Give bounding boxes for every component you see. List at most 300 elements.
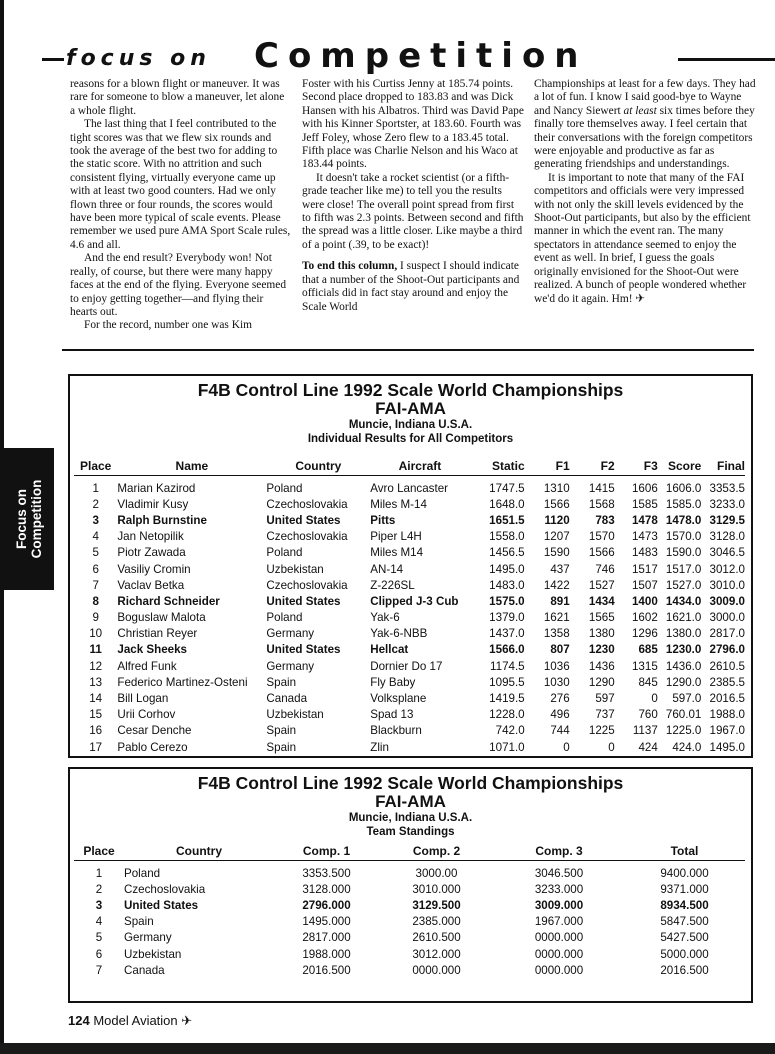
table-cell: 5000.000 [660,947,709,961]
table-cell: Spain [266,740,297,754]
table-cell: 3010.0 [709,578,745,592]
table-cell: 1225.0 [665,724,702,738]
table-cell: 1310 [543,481,570,495]
table-cell: 12 [89,659,103,673]
table-cell: 424 [638,740,658,754]
table-cell: 9 [92,611,99,625]
table-cell: Spain [266,675,297,689]
table-row [74,512,745,528]
table-cell: Vladimir Kusy [117,497,189,511]
paragraph-emphasis: at least [623,104,657,117]
table-cell: 3009.000 [534,898,584,912]
paragraph [534,172,756,306]
table-cell: 3046.5 [709,546,745,560]
table-cell: 1517.0 [665,562,702,576]
table-cell: 2016.5 [709,692,745,706]
table-cell: Blackburn [370,724,422,738]
table-row [74,707,745,723]
table-cell: 760 [638,708,658,722]
table-cell: 1570.0 [665,530,702,544]
table-cell: 3 [95,898,103,912]
column-header: F3 [615,456,658,476]
column-header: Country [124,841,274,861]
table-cell: Ralph Burnstine [117,513,207,527]
paragraph [302,260,524,314]
table-cell: United States [266,513,341,527]
table-subtitle: Individual Results for All Competitors [307,433,514,445]
table-cell: 737 [595,708,615,722]
table-cell: Z-226SL [370,578,415,592]
paragraph-text: I suspect I should indicate that a number of the Shoot-Out participants and officials did in fact stay around and enjoy the Scale World [302,260,520,313]
table-header-row [74,456,745,476]
table-cell: Cesar Denche [117,724,192,738]
table-location: Muncie, Indiana U.S.A. [348,812,473,824]
table-cell: 1380 [588,627,615,641]
table-cell: 1036 [543,659,570,673]
table-cell: Avro Lancaster [370,481,448,495]
page-bottom-bar [0,1043,775,1054]
page-footer [68,1013,192,1029]
individual-results-box [68,374,753,758]
table-cell: 1228.0 [489,708,525,722]
table-cell: 3010.000 [412,882,461,896]
paragraph: reasons for a blown flight or maneuver. It was rare for someone to blow a maneuver, let alone a whole flight. [70,78,285,117]
table-cell: 0 [651,692,658,706]
table-cell: 1434.0 [665,594,702,608]
table-cell: 2016.500 [302,963,351,977]
table-row [74,930,745,946]
table-cell: 1379.0 [489,611,525,625]
table-cell: 2385.000 [412,915,461,929]
table-cell: Jan Netopilik [117,530,184,544]
individual-results-table [74,456,745,755]
table-cell: 0000.000 [534,931,584,945]
column-header: Static [470,456,525,476]
table-cell: 0000.000 [412,963,461,977]
table-cell: 1230.0 [665,643,702,657]
table-row [74,881,745,897]
table-cell: Uzbekistan [124,947,182,961]
table-cell: 1207 [543,530,570,544]
table-cell: Spad 13 [370,708,414,722]
table-cell: Canada [266,692,308,706]
table-header-row [74,841,745,861]
table-cell: Germany [266,659,315,673]
table-cell: 1483.0 [489,578,525,592]
table-cell: 1585 [631,497,658,511]
header-rule-left [42,58,64,61]
column-header: Comp. 1 [274,841,379,861]
table-cell: 1095.5 [489,675,525,689]
paragraph-text: It is important to note that many of the FAI competitors and officials were very impressed with not only the skill levels evidenced by the Shoot-Out participants, but also by the efficient manner in which the event ran. The many spectators in attendance seemed to enjoy the event as well. In brief, I guess the goals originally envisioned for the Shoot-Out were realized. A bunch of people wondered whether we'd do it again. Hm! [534,171,751,305]
table-cell: 3353.5 [709,481,745,495]
table-cell: 1400 [631,594,658,608]
table-cell: Czechoslovakia [124,882,206,896]
header-rule-right [678,58,775,61]
section-divider [62,349,754,351]
table-cell: 1437.0 [489,627,525,641]
table-row [74,690,745,706]
table-cell: 1380.0 [665,627,702,641]
table-cell: 1566 [543,497,570,511]
table-row [74,610,745,626]
table-cell: 0000.000 [534,963,584,977]
paragraph: For the record, number one was Kim [84,319,252,332]
table-row [74,897,745,913]
table-cell: Vasiliy Cromin [117,562,191,576]
table-cell: 9400.000 [660,866,709,880]
table-cell: 1590.0 [665,546,702,560]
table-cell: AN-14 [370,562,404,576]
table-cell: United States [124,898,199,912]
table-cell: Miles M-14 [370,497,427,511]
table-cell: 3000.0 [709,611,745,625]
table-cell: Marian Kazirod [117,481,196,495]
table-cell: 1651.5 [489,513,525,527]
table-cell: Poland [266,481,303,495]
table-cell: 1517 [631,562,658,576]
table-cell: 3012.0 [709,562,745,576]
table-cell: 891 [550,594,570,608]
table-cell: 2 [95,882,103,896]
table-cell: Canada [124,963,165,977]
table-cell: 1590 [543,546,570,560]
table-cell: Piotr Zawada [117,546,186,560]
table-cell: Piper L4H [370,530,422,544]
paragraph: Foster with his Curtiss Jenny at 185.74 points. Second place dropped to 183.83 and was Dick Hansen with his Albatros. Third was David Pape with his Kinner Sportster, at 183.60. Fourth was Jeff Foley, whose Zero flew to a 183.45 total. Fifth place was Charlie Nelson and his Waco at 183.44 points. [302,78,524,171]
table-row [74,861,745,882]
table-cell: 3012.000 [412,947,461,961]
side-tab-line: Competition [29,479,44,559]
article-column-1 [70,78,292,333]
table-cell: Zlin [370,740,389,754]
table-cell: 3128.000 [302,882,351,896]
table-cell: 2817.000 [302,931,351,945]
table-cell: 9371.000 [660,882,709,896]
table-cell: 1566.0 [489,643,525,657]
column-header: Place [74,841,124,861]
table-cell: 1967.000 [534,915,584,929]
paragraph: The last thing that I feel contributed to the tight scores was that we flew six rounds and took the average of the best two for adding to the static score. With no attrition and such consistent flying, virtually everyone came up with at least two good counters. Had we only flown three or four rounds, the scores would have been more typical of scale events. Please remember we used pure AMA Sport Scale rules, 4.6 and all. [70,118,291,251]
table-cell: 424.0 [672,740,702,754]
table-cell: 1568 [588,497,615,511]
table-cell: 1315 [631,659,658,673]
table-cell: 1565 [588,611,615,625]
table-row [74,545,745,561]
table-cell: 1602 [631,611,658,625]
table-cell: 7 [92,578,99,592]
table-cell: 0 [563,740,570,754]
table-cell: 746 [595,562,615,576]
table-cell: 1436.0 [665,659,702,673]
table-cell: 1434 [588,594,615,608]
table-cell: 2385.5 [709,675,745,689]
table-cell: 1527 [588,578,615,592]
table-cell: United States [266,643,341,657]
table-cell: Bill Logan [117,692,169,706]
table-cell: 496 [550,708,570,722]
team-standings-box [68,767,753,1003]
table-cell: 1507 [631,578,658,592]
table-row [74,914,745,930]
table-cell: Poland [266,611,303,625]
table-row [74,642,745,658]
table-cell: 1527.0 [665,578,702,592]
table-cell: Yak-6 [370,611,400,625]
table-cell: 1290.0 [665,675,702,689]
table-cell: 1290 [588,675,615,689]
table-cell: 3046.500 [534,866,584,880]
table-cell: 1 [92,481,99,495]
table-cell: Uzbekistan [266,562,324,576]
table-cell: 760.01 [665,708,702,722]
magazine-name: Model Aviation [93,1013,178,1028]
table-row [74,476,745,497]
table-row [74,739,745,755]
column-header: Name [117,456,266,476]
table-cell: Vaclav Betka [117,578,185,592]
table-cell: Czechoslovakia [266,497,348,511]
table-cell: 1030 [543,675,570,689]
table-title: F4B Control Line 1992 Scale World Championships [197,380,624,400]
paragraph-text: six times before they finally tore themselves away. I feel certain that their conversations with the foreign competitors were enjoyable and productive as far as generating friendships and understandings. [534,104,755,171]
paragraph-lead: To end this column, [302,260,398,273]
table-cell: 5427.500 [660,931,709,945]
table-cell: Urii Corhov [117,708,176,722]
table-cell: Boguslaw Malota [117,611,206,625]
table-cell: 597.0 [672,692,702,706]
table-cell: 2610.5 [709,659,745,673]
page-number: 124 [68,1013,90,1028]
table-cell: 1988.000 [302,947,351,961]
table-cell: 1648.0 [489,497,525,511]
table-cell: 4 [92,530,99,544]
table-cell: 1 [95,866,103,880]
airplane-icon: ✈ [181,1013,193,1028]
table-cell: 2610.500 [412,931,461,945]
table-title: F4B Control Line 1992 Scale World Championships [197,773,624,793]
table-cell: 807 [550,643,570,657]
table-cell: 4 [95,915,103,929]
table-cell: Volksplane [370,692,427,706]
table-cell: 1478.0 [665,513,702,527]
table-cell: Spain [266,724,297,738]
table-cell: Clipped J-3 Cub [370,594,459,608]
table-cell: 1585.0 [665,497,702,511]
article-column-3 [534,78,756,306]
table-cell: Spain [124,915,154,929]
table-cell: 1419.5 [489,692,525,706]
paragraph: It doesn't take a rocket scientist (or a fifth-grade teacher like me) to tell you the results were close! The overall point spread from first to fifth was 2.3 points. Between second and fifth the spread was a little closer. Like maybe a third of a point (.39, to be exact)! [302,171,524,251]
table-cell: 3000.00 [415,866,458,880]
table-cell: 15 [89,708,103,722]
table-row [74,577,745,593]
table-cell: 845 [638,675,658,689]
table-cell: 1495.000 [302,915,351,929]
table-cell: 597 [595,692,615,706]
table-row [74,529,745,545]
table-cell: 2796.000 [302,898,351,912]
table-cell: 3 [92,513,99,527]
table-cell: Czechoslovakia [266,530,348,544]
table-cell: 276 [550,692,570,706]
table-cell: 3129.500 [412,898,461,912]
table-row [74,658,745,674]
column-header: Country [266,456,370,476]
table-cell: 1483 [631,546,658,560]
side-tab [4,448,54,590]
table-cell: 1473 [631,530,658,544]
airplane-icon: ✈ [635,292,645,305]
table-cell: 3233.000 [534,882,584,896]
table-cell: 6 [92,562,99,576]
table-cell: 1621.0 [665,611,702,625]
column-header: F2 [570,456,615,476]
table-cell: 3353.500 [302,866,351,880]
table-org: FAI-AMA [375,399,446,418]
table-subtitle: Team Standings [366,826,455,838]
section-header [42,38,762,78]
table-cell: 3128.0 [709,530,745,544]
table-cell: Germany [266,627,315,641]
table-cell: Czechoslovakia [266,578,348,592]
table-cell: 7 [95,963,103,977]
table-cell: 8934.500 [660,898,709,912]
table-cell: 1415 [588,481,615,495]
table-cell: 1422 [543,578,570,592]
table-cell: 1967.0 [709,724,745,738]
table-row [74,723,745,739]
column-header: F1 [525,456,570,476]
header-kicker: focus on [66,46,211,71]
table-cell: 3129.5 [709,513,745,527]
table-cell: Germany [124,931,172,945]
table-cell: 1478 [631,513,658,527]
table-cell: 1570 [588,530,615,544]
table-cell: 1358 [543,627,570,641]
column-header: Comp. 3 [494,841,624,861]
table-row [74,496,745,512]
table-cell: 0 [608,740,615,754]
column-header: Total [624,841,745,861]
table-cell: 1495.0 [709,740,745,754]
table-row [74,561,745,577]
table-cell: Federico Martinez-Osteni [117,675,248,689]
table-cell: 11 [89,643,102,657]
table-cell: 1606.0 [665,481,702,495]
table-cell: 1120 [544,513,570,527]
table-cell: 10 [89,627,103,641]
table-cell: 2817.0 [709,627,745,641]
table-cell: 783 [595,513,615,527]
table-location: Muncie, Indiana U.S.A. [348,419,473,431]
table-cell: 13 [89,675,103,689]
table-cell: Miles M14 [370,546,424,560]
table-cell: 1230 [588,643,615,657]
table-cell: 16 [89,724,103,738]
table-row [74,674,745,690]
table-cell: 744 [550,724,570,738]
table-cell: 1225 [588,724,615,738]
table-cell: Alfred Funk [117,659,177,673]
side-tab-line: Focus on [14,489,29,549]
table-cell: 1174.5 [490,659,525,673]
table-row [74,946,745,962]
team-standings-table [74,841,745,978]
table-cell: Christian Reyer [117,627,198,641]
table-cell: Jack Sheeks [117,643,187,657]
table-cell: 5 [92,546,99,560]
table-cell: 685 [638,643,658,657]
table-cell: Fly Baby [370,675,416,689]
table-cell: 2 [92,497,99,511]
table-cell: United States [266,594,341,608]
table-cell: Hellcat [370,643,409,657]
column-header: Comp. 2 [379,841,494,861]
table-cell: 1296 [631,627,658,641]
table-cell: 1436 [588,659,615,673]
table-cell: 3009.0 [709,594,745,608]
table-cell: 1558.0 [489,530,525,544]
table-cell: 0000.000 [534,947,584,961]
table-cell: 1575.0 [489,594,525,608]
table-cell: Yak-6-NBB [370,627,428,641]
table-cell: 1621 [543,611,570,625]
table-cell: 17 [89,740,103,754]
table-cell: Dornier Do 17 [370,659,443,673]
table-cell: 1747.5 [489,481,525,495]
table-cell: 5847.500 [660,915,709,929]
table-cell: 437 [550,562,570,576]
column-header: Aircraft [370,456,469,476]
table-org: FAI-AMA [375,792,446,811]
table-cell: 742.0 [495,724,525,738]
table-cell: 5 [95,931,103,945]
table-cell: 1606 [631,481,658,495]
table-cell: Pablo Cerezo [117,740,188,754]
table-cell: 2796.0 [709,643,745,657]
header-title: Competition [254,36,588,76]
table-cell: 1566 [588,546,615,560]
paragraph: And the end result? Everybody won! Not really, of course, but there were many happy faces at the end of the flying. Everyone seemed to enjoy getting together—and flying their hearts out. [70,252,287,318]
column-header: Place [74,456,117,476]
table-cell: 1456.5 [489,546,525,560]
table-row [74,962,745,978]
side-tab-label [14,448,44,590]
table-cell: Poland [266,546,303,560]
table-cell: Uzbekistan [266,708,324,722]
table-cell: 2016.500 [660,963,709,977]
table-cell: 1137 [632,724,658,738]
table-cell: 3233.0 [709,497,745,511]
table-cell: 1988.0 [709,708,745,722]
table-cell: 8 [92,594,99,608]
paragraph [534,78,756,172]
table-cell: 1495.0 [489,562,525,576]
table-row [74,626,745,642]
column-header: Score [658,456,702,476]
column-header: Final [701,456,745,476]
table-cell: 14 [89,692,103,706]
table-cell: 1071.0 [489,740,525,754]
table-cell: Poland [124,866,161,880]
article-column-2 [302,78,524,314]
table-cell: Pitts [370,513,396,527]
table-cell: 6 [95,947,103,961]
paragraph-text: Championships at least for a few days. They had a lot of fun. I know I said good-bye to Wayne and Nancy Siewert [534,78,756,117]
table-row [74,593,745,609]
table-cell: Richard Schneider [117,594,220,608]
